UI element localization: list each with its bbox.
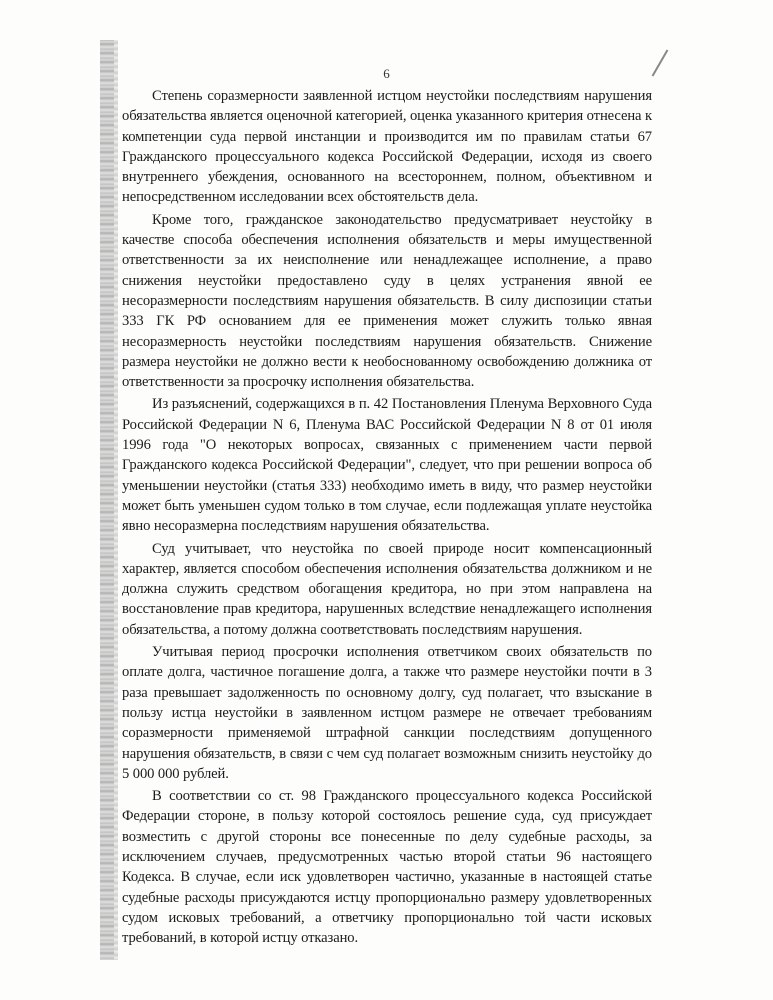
paragraph: Степень соразмерности заявленной истцом неустойки последствиям нарушения обязательства является оценочной категорией, оценка указанного критерия отнесена к компетенции суда первой инстанции и производится им по правилам статьи 67 Гражданского процессуального кодекса Российской Федерации, исходя из своего внутреннего убеждения, основанного на всестороннем, полном, объективном и непосредственном исследовании всех обстоятельств дела. <box>122 88 652 206</box>
paragraph: Учитывая период просрочки исполнения ответчиком своих обязательств по оплате долга, частичное погашение долга, а также что размере неустойки почти в 3 раза превышает задолженность по основному долгу, суд полагает, что взыскание в пользу истца неустойки в заявленном истцом размере не отвечает требованиям соразмерности применяемой штрафной санкции последствиям допущенного нарушения обязательств, в связи с чем суд полагает возможным снизить неустойку до 5 000 000 рублей. <box>122 644 652 782</box>
paragraph: В соответствии со ст. 98 Гражданского процессуального кодекса Российской Федерации стороне, в пользу которой состоялось решение суда, суд присуждает возместить с другой стороны все понесенные по делу судебные расходы, за исключением случаев, предусмотренных частью второй статьи 96 настоящего Кодекса. В случае, если иск удовлетворен частично, указанные в настоящей статье судебные расходы присуждаются истцу пропорционально размеру удовлетворенных судом исковых требований, а ответчику пропорционально той части исковых требований, в которой истцу отказано. <box>122 788 652 947</box>
page-number: 6 <box>383 66 390 81</box>
body-text <box>122 86 652 948</box>
paragraph: Кроме того, гражданское законодательство предусматривает неустойку в качестве способа обеспечения исполнения обязательств и меры имущественной ответственности за их неисполнение или ненадлежащее исполнение, а право снижения неустойки предоставлено суду в целях устранения явной ее несоразмерности последствиям нарушения обязательств. В силу диспозиции статьи 333 ГК РФ основанием для ее применения может служить только явная несоразмерность неустойки последствиям нарушения обязательств. Снижение размера неустойки не должно вести к необоснованному освобождению должника от ответственности за просрочку исполнения обязательства. <box>122 211 652 391</box>
scan-edge-artifact <box>100 40 114 960</box>
paragraph: Из разъяснений, содержащихся в п. 42 Постановления Пленума Верховного Суда Российской Федерации N 6, Пленума ВАС Российской Федерации N 8 от 01 июля 1996 года "О некоторых вопросах, связанных с применением части первой Гражданского кодекса Российской Федерации", следует, что при решении вопроса об уменьшении неустойки (статья 333) необходимо иметь в виду, что размер неустойки может быть уменьшен судом только в том случае, если подлежащая уплате неустойка явно несоразмерна последствиям нарушения обязательства. <box>122 396 652 535</box>
scan-edge-artifact-light <box>114 40 118 960</box>
paragraph: Суд учитывает, что неустойка по своей природе носит компенсационный характер, является способом обеспечения исполнения обязательства должником и не должна служить средством обогащения кредитора, но при этом направлена на восстановление прав кредитора, нарушенных вследствие ненадлежащего исполнения обязательства, а потому должна соответствовать последствиям нарушения. <box>122 540 652 638</box>
